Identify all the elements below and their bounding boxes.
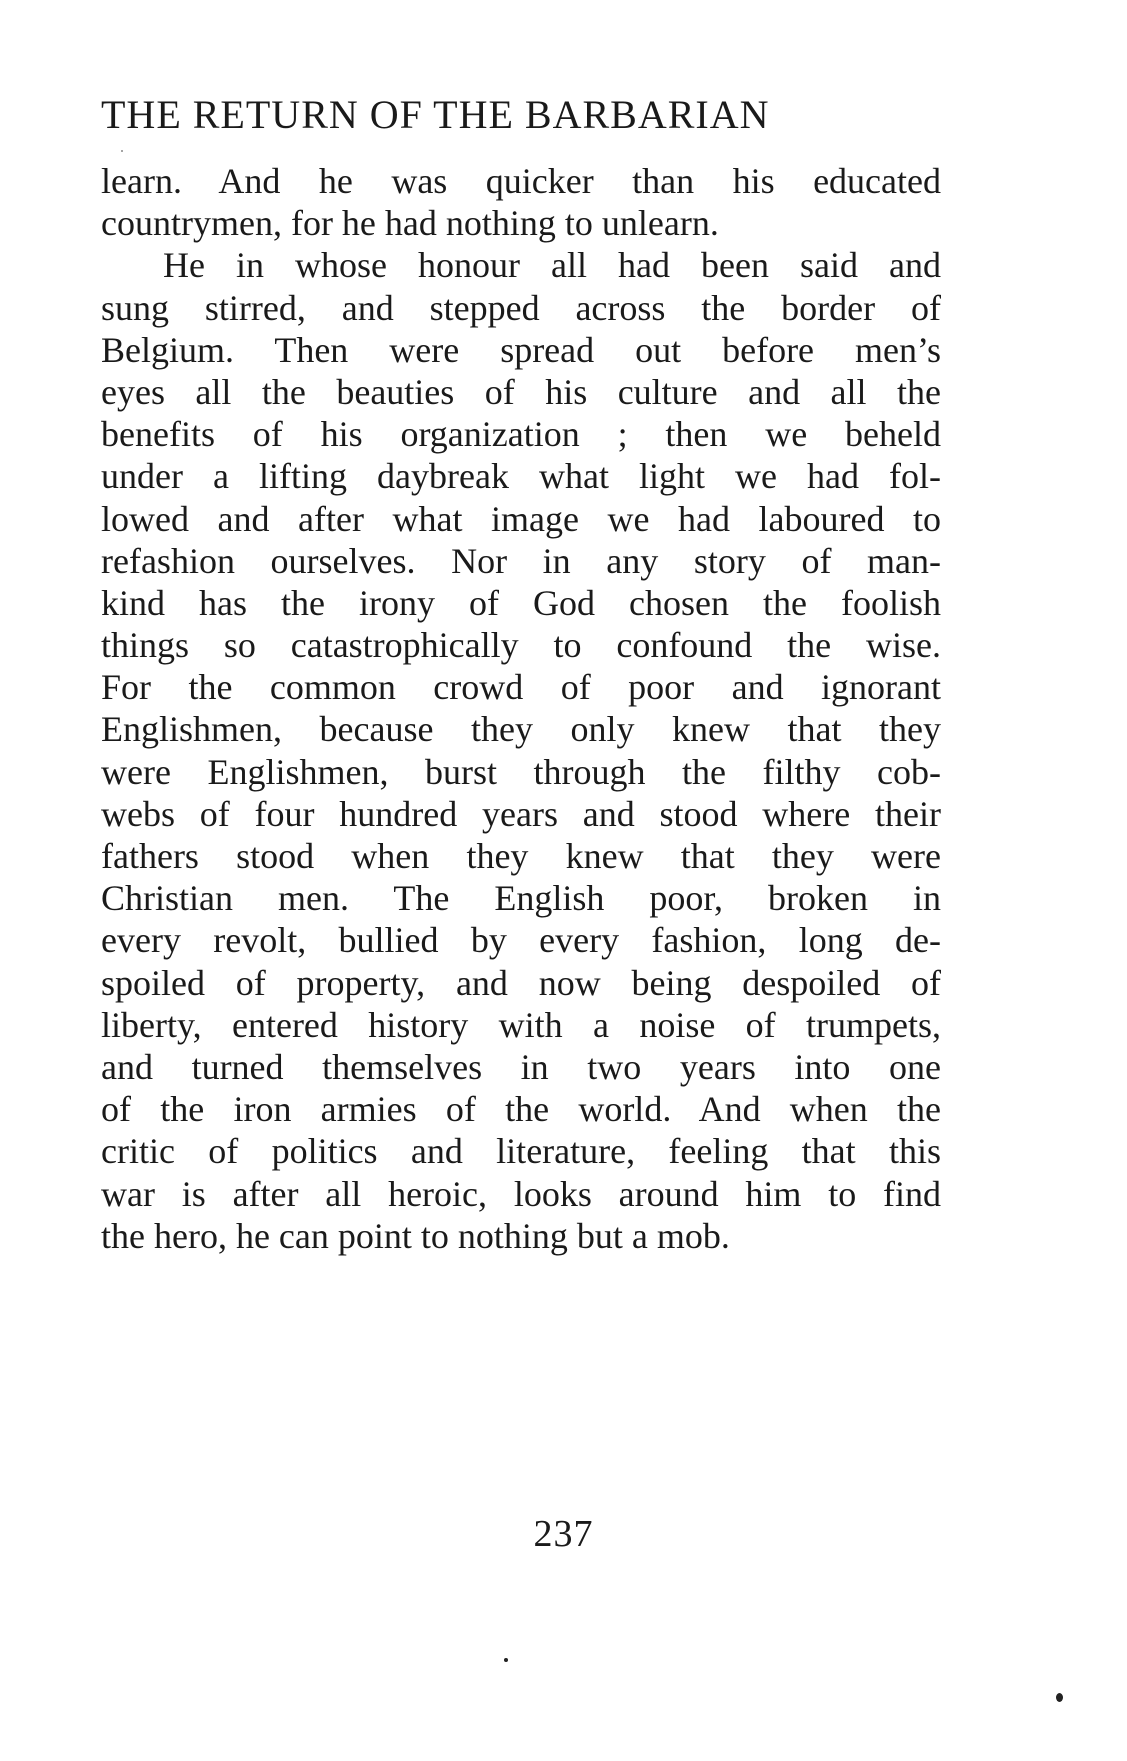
text-line: liberty, entered history with a noise of trumpets, bbox=[101, 1004, 941, 1045]
text-line: eyes all the beauties of his culture and all the bbox=[101, 371, 941, 412]
text-line: critic of politics and literature, feeling that this bbox=[101, 1131, 941, 1172]
text-line: spoiled of property, and now being despoiled of bbox=[101, 962, 941, 1003]
page-number: 237 bbox=[533, 1513, 594, 1555]
text-line: war is after all heroic, looks around him to find bbox=[101, 1173, 941, 1214]
text-line: every revolt, bullied by every fashion, long de- bbox=[101, 920, 941, 961]
text-line: things so catastrophically to confound the wise. bbox=[101, 625, 941, 666]
text-line: the hero, he can point to nothing but a mob. bbox=[101, 1215, 730, 1256]
text-line: kind has the irony of God chosen the foolish bbox=[101, 582, 941, 623]
text-line: fathers stood when they knew that they were bbox=[101, 836, 941, 876]
text-line: Belgium. Then were spread out before men’s bbox=[101, 329, 941, 370]
text-line: lowed and after what image we had laboured to bbox=[101, 498, 941, 539]
text-line: were Englishmen, burst through the filthy cob- bbox=[101, 751, 941, 792]
text-line: of the iron armies of the world. And when the bbox=[101, 1089, 941, 1130]
text-line: sung stirred, and stepped across the border of bbox=[101, 287, 941, 328]
text-line: learn. And he was quicker than his educated bbox=[101, 161, 941, 201]
text-line: benefits of his organization ; then we beheld bbox=[101, 414, 941, 455]
text-line: For the common crowd of poor and ignorant bbox=[101, 667, 941, 708]
text-line: webs of four hundred years and stood where their bbox=[101, 793, 941, 834]
text-line: He in whose honour all had been said and bbox=[163, 245, 941, 286]
ink-speck bbox=[1056, 1693, 1063, 1702]
text-line: Christian men. The English poor, broken in bbox=[101, 878, 941, 919]
ink-speck bbox=[504, 1658, 508, 1662]
ink-speck bbox=[121, 150, 123, 152]
text-line: under a lifting daybreak what light we had fol- bbox=[101, 456, 941, 497]
text-line: Englishmen, because they only knew that they bbox=[101, 709, 941, 750]
text-line: and turned themselves in two years into one bbox=[101, 1046, 941, 1087]
text-line: countrymen, for he had nothing to unlearn. bbox=[101, 203, 719, 244]
text-line: refashion ourselves. Nor in any story of man- bbox=[101, 540, 941, 581]
running-head: THE RETURN OF THE BARBARIAN bbox=[101, 92, 770, 137]
body-text bbox=[101, 160, 941, 1257]
